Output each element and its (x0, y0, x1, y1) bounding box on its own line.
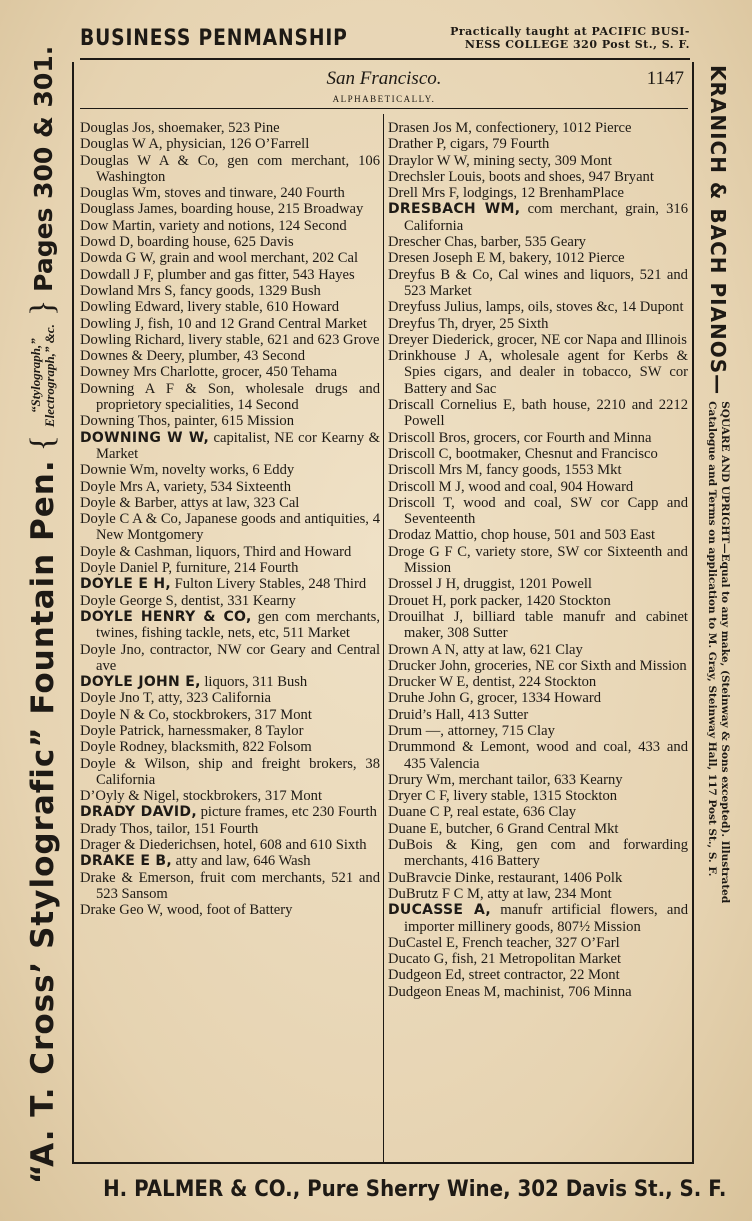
entry-name: Dresen Joseph E M, (388, 250, 506, 267)
left-ad-brace-text (29, 324, 57, 427)
page-header (80, 66, 688, 109)
entry-name: DUCASSE A, (388, 902, 492, 919)
directory-entry (388, 495, 688, 528)
entry-details: gen com and forwarding merchants, 416 Battery (404, 837, 688, 870)
entry-details: druggist, 1201 Powell (459, 576, 592, 593)
entry-details: mining secty, 309 Mont (469, 152, 612, 169)
entry-name: DuBrutz F C M, (388, 885, 484, 902)
directory-entry (388, 642, 688, 658)
entry-details: wholesale drugs and proprietory specialities, 14 Second (96, 380, 380, 414)
entry-name: DuBravcie Dinke, (388, 869, 495, 886)
directory-entry (80, 185, 380, 201)
entry-details: fish, 10 and 12 Grand Central Market (144, 315, 367, 332)
entry-name: Doyle Rodney, (80, 739, 168, 756)
entry-name: DOYLE HENRY & CO, (80, 608, 252, 625)
entry-details: contractor, NW cor Geary and Central ave (96, 641, 380, 674)
entry-details: blacksmith, 822 Folsom (167, 739, 312, 756)
left-border-rule (72, 62, 74, 1162)
column-separator (383, 114, 384, 1162)
directory-entry (80, 560, 380, 576)
entry-name: Driscoll Bros, (388, 429, 470, 446)
directory-entry (388, 739, 688, 772)
entry-details: boarding house, 625 Davis (133, 234, 294, 251)
left-ad-brace-line-2: Electrograph,” &c. (42, 324, 57, 428)
entry-name: Dreyfus Th, (388, 315, 459, 332)
entry-details: boots and shoes, 947 Bryant (485, 168, 654, 185)
entry-name: Doyle Daniel P, (80, 560, 173, 577)
entry-name: Drake & Emerson, (80, 869, 195, 886)
top-ad-line-1: Practically taught at PACIFIC BUSI- (450, 25, 690, 38)
directory-entry (80, 723, 380, 739)
directory-entry (388, 690, 688, 706)
entry-name: Douglas Jos, (80, 120, 155, 136)
directory-entry (80, 756, 380, 789)
entry-details: wood and coal, 904 Howard (464, 478, 634, 495)
directory-entry (80, 120, 380, 136)
directory-entry (388, 153, 688, 169)
entry-name: Dowdall J F, (80, 266, 154, 283)
entry-name: Driscoll C, (388, 445, 453, 462)
entry-details: atty at law, 234 Mont (483, 885, 612, 902)
entry-name: DOYLE E H, (80, 576, 171, 593)
directory-entry (388, 169, 688, 185)
directory-entry (388, 267, 688, 300)
entry-details: gen com merchant, 106 Washington (96, 152, 380, 185)
top-ad-title: BUSINESS PENMANSHIP (80, 25, 348, 51)
directory-entry (80, 788, 380, 804)
entry-details: Fulton Livery Stables, 248 Third (171, 576, 367, 593)
entry-details: novelty works, 6 Eddy (158, 462, 295, 479)
entry-name: DRESBACH WM, (388, 201, 521, 218)
entry-details: stockbrokers, 317 Mont (169, 706, 312, 723)
directory-entry (80, 316, 380, 332)
entry-details: attorney, 715 Clay (443, 722, 555, 739)
left-column (80, 120, 380, 919)
entry-name: Drossel J H, (388, 576, 460, 593)
entry-details: wood, foot of Battery (163, 902, 293, 919)
directory-entry (80, 674, 380, 690)
directory-entry (80, 642, 380, 675)
entry-name: Driscoll T, (388, 494, 455, 511)
entry-details: butcher, 6 Grand Central Mkt (442, 820, 619, 837)
entry-name: Doyle Jno T, (80, 690, 155, 707)
directory-entry (388, 658, 688, 674)
entry-details: liquors, Third and Howard (192, 543, 352, 560)
directory-entry (388, 593, 688, 609)
entry-name: Dreyfuss Julius, (388, 299, 483, 316)
right-border-rule (692, 62, 694, 1162)
entry-details: physician, 126 O’Farrell (162, 136, 310, 153)
entry-name: Douglas Wm, (80, 185, 161, 202)
right-ad-title: KRANICH & BACH PIANOS— (706, 65, 730, 396)
entry-name: Druid’s Hall, (388, 706, 465, 723)
entry-details: fancy goods, 1329 Bush (176, 282, 321, 299)
directory-entry (80, 250, 380, 266)
directory-entry (80, 870, 380, 903)
entry-details: bootmaker, Chesnut and Francisco (452, 445, 658, 462)
entry-details: capitalist, NE cor Kearny & Market (96, 429, 380, 462)
entry-details: wood and coal, 433 and 435 Valencia (404, 739, 688, 772)
directory-entry (388, 576, 688, 592)
entry-details: French teacher, 327 O’Farl (458, 934, 620, 951)
entry-details: Cal wines and liquors, 521 and 523 Market (404, 266, 688, 299)
entry-details: atty, 323 California (154, 690, 272, 707)
entry-name: Doyle Jno, (80, 641, 145, 658)
entry-details: wholesale agent for Kerbs & Spies cigars, and dealer in tobacco, SW cor Battery and Sac (404, 348, 688, 397)
entry-name: Doyle George S, (80, 592, 178, 609)
entry-name: Downes & Deery, (80, 348, 185, 365)
entry-details: atty at law, 621 Clay (458, 641, 583, 658)
entry-name: Drummond & Lemont, (388, 739, 530, 756)
top-advertisement (80, 18, 690, 60)
left-advertisement (18, 45, 68, 1185)
bottom-rule (72, 1162, 694, 1164)
entry-name: Downie Wm, (80, 462, 159, 479)
directory-entry (80, 299, 380, 315)
directory-entry (388, 674, 688, 690)
directory-entry (80, 381, 380, 414)
entry-details: livery stable, 621 and 623 Grove (184, 331, 380, 348)
page-city: San Francisco. (326, 68, 442, 89)
entry-name: Draylor W W, (388, 152, 470, 169)
directory-entry (388, 348, 688, 397)
entry-details: dentist, 224 Stockton (468, 674, 597, 691)
entry-details: billiard table manufr and cabinet maker, 308 Sutter (404, 608, 688, 642)
directory-entry (80, 804, 380, 820)
entry-name: Dreyer Diederick, (388, 331, 494, 348)
directory-entry (388, 479, 688, 495)
top-ad-subtext (362, 25, 690, 51)
left-ad-pages: Pages 300 & 301. (28, 45, 58, 292)
top-ad-line-2: NESS COLLEGE 320 Post St., S. F. (464, 38, 690, 51)
entry-details: fish, 21 Metropolitan Market (447, 951, 622, 968)
entry-details: cigars, 79 Fourth (446, 136, 550, 153)
entry-details: confectionery, 1012 Pierce (471, 120, 632, 136)
directory-entry (388, 707, 688, 723)
entry-name: Dowling J, (80, 315, 145, 332)
directory-entry (388, 544, 688, 577)
entry-name: Doyle & Cashman, (80, 543, 193, 560)
directory-entry (388, 935, 688, 951)
entry-name: Drucker W E, (388, 674, 469, 691)
directory-entry (388, 984, 688, 1000)
entry-details: ship and freight brokers, 38 California (96, 755, 380, 788)
left-ad-title: “A. T. Cross’ Stylografic” Fountain Pen. (25, 459, 61, 1185)
directory-entry (388, 201, 688, 234)
directory-entry (80, 234, 380, 250)
directory-entry (388, 837, 688, 870)
directory-entry (388, 723, 688, 739)
entry-details: fancy goods, 1553 Mkt (482, 462, 622, 479)
entry-details: furniture, 214 Fourth (172, 560, 299, 577)
directory-entry (388, 185, 688, 201)
entry-name: Dreyfus B & Co, (388, 266, 493, 283)
entry-details: variety, 534 Sixteenth (159, 478, 292, 495)
directory-entry (388, 234, 688, 250)
directory-entry (388, 951, 688, 967)
entry-details: street contractor, 22 Mont (465, 967, 620, 984)
entry-details: wood and coal, SW cor Capp and Seventeenth (404, 494, 688, 528)
entry-details: grocer, 450 Tehama (218, 364, 338, 381)
entry-details: com merchant, grain, 316 California (404, 201, 689, 234)
right-advertisement (697, 60, 739, 1170)
entry-details: stockbrokers, 317 Mont (179, 788, 322, 805)
entry-details: machinist, 706 Minna (500, 983, 632, 1000)
directory-entry (388, 902, 688, 935)
bottom-advertisement: H. PALMER & CO., Pure Sherry Wine, 302 Davis St., S. F. (103, 1177, 727, 1202)
directory-entry (80, 153, 380, 186)
entry-name: Drouet H, (388, 592, 447, 609)
entry-name: Drasen Jos M, (388, 120, 472, 136)
entry-name: Drady Thos, (80, 820, 153, 837)
directory-entry (80, 821, 380, 837)
directory-entry (388, 316, 688, 332)
entry-name: Druhe John G, (388, 690, 474, 707)
entry-name: Drager & Diederichsen, (80, 837, 220, 854)
entry-details: grocers, cor Fourth and Minna (469, 429, 652, 446)
entry-details: grocer, 1334 Howard (473, 690, 602, 707)
directory-entry (80, 690, 380, 706)
right-ad-detail (705, 401, 731, 903)
entry-details: tailor, 151 Fourth (152, 820, 259, 837)
entry-details: picture frames, etc 230 Fourth (196, 804, 377, 821)
directory-entry (80, 593, 380, 609)
directory-entry (388, 462, 688, 478)
entry-name: Drather P, (388, 136, 447, 153)
entry-details: Japanese goods and antiquities, 4 New Montgomery (96, 511, 380, 544)
directory-entry (80, 853, 380, 869)
entry-name: Drake Geo W, (80, 902, 164, 919)
entry-details: manufr artificial flowers, and importer millinery goods, 807½ Mission (404, 902, 688, 935)
entry-name: Dryer C F, (388, 788, 450, 805)
entry-name: Drechsler Louis, (388, 168, 486, 185)
entry-name: Droge G F C, (388, 543, 471, 560)
entry-name: Downey Mrs Charlotte, (80, 364, 219, 381)
entry-name: Drodaz Mattio, (388, 527, 478, 544)
entry-name: Ducato G, (388, 951, 448, 968)
directory-entry (80, 462, 380, 478)
left-ad-brace-line-1: “Stylograph,” (28, 338, 43, 413)
entry-name: Dudgeon Ed, (388, 967, 466, 984)
entry-details: hotel, 608 and 610 Sixth (219, 837, 367, 854)
entry-details: merchant tailor, 633 Kearny (455, 771, 623, 788)
entry-details: dryer, 25 Sixth (458, 315, 549, 332)
entry-details: chop house, 501 and 503 East (477, 527, 656, 544)
entry-name: Doyle C A & Co, (80, 511, 182, 528)
directory-entry (80, 332, 380, 348)
entry-name: Duane E, (388, 820, 443, 837)
entry-name: D’Oyly & Nigel, (80, 788, 180, 805)
entry-name: Doyle Patrick, (80, 722, 165, 739)
page-subtitle: ALPHABETICALLY. (332, 94, 436, 104)
entry-details: groceries, NE cor Sixth and Mission (470, 657, 687, 674)
entry-name: Driscoll Mrs M, (388, 462, 483, 479)
entry-details: painter, 615 Mission (170, 413, 295, 430)
entry-name: Douglas W A, (80, 136, 163, 153)
directory-entry (80, 348, 380, 364)
entry-details: pork packer, 1420 Stockton (446, 592, 611, 609)
entry-details: grain and wool merchant, 202 Cal (155, 250, 359, 267)
entry-details: attys at law, 323 Cal (177, 494, 300, 511)
left-ad-brace-open: { (24, 435, 61, 452)
entry-name: Dowling Edward, (80, 299, 184, 316)
entry-name: Drury Wm, (388, 771, 456, 788)
entry-name: DRADY DAVID, (80, 804, 197, 821)
entry-name: DOYLE JOHN E, (80, 674, 201, 691)
entry-name: Drell Mrs F, (388, 185, 460, 202)
entry-details: livery stable, 1315 Stockton (449, 788, 618, 805)
directory-entry (80, 364, 380, 380)
entry-name: Dow Martin, (80, 217, 156, 234)
directory-entry (80, 479, 380, 495)
directory-entry (388, 870, 688, 886)
directory-entry (388, 299, 688, 315)
entry-name: Drown A N, (388, 641, 459, 658)
directory-entry (80, 707, 380, 723)
directory-entry (388, 527, 688, 543)
directory-entry (80, 495, 380, 511)
right-ad-detail-line-1: SQUARE AND UPRIGHT—Equal to any make, (Steinway & Sons excepted). Illustrated (719, 401, 731, 904)
directory-entry (80, 413, 380, 429)
entry-name: Dowling Richard, (80, 331, 185, 348)
directory-entry (388, 609, 688, 642)
directory-entry (80, 739, 380, 755)
entry-name: Dowd D, (80, 234, 134, 251)
directory-entry (80, 511, 380, 544)
entry-name: DuBois & King, (388, 837, 504, 854)
entry-name: Drinkhouse J A, (388, 348, 493, 365)
entry-name: Downing A F & Son, (80, 380, 235, 397)
right-ad-detail-line-2: Catalogue and Terms on application to M. Gray, Steinway Hall, 117 Post St., S. F. (706, 401, 718, 877)
entry-name: DOWNING W W, (80, 429, 210, 446)
entry-name: Drucker John, (388, 657, 471, 674)
directory-entry (388, 250, 688, 266)
page-number: 1147 (646, 68, 684, 89)
entry-name: Duane C P, (388, 804, 454, 821)
entry-name: Dowda G W, (80, 250, 156, 267)
entry-details: fruit com merchants, 521 and 523 Sansom (96, 869, 380, 902)
entry-name: Drouilhat J, (388, 608, 464, 625)
entry-name: Douglas W A & Co, (80, 152, 219, 169)
directory-entry (388, 397, 688, 430)
entry-details: bath house, 2210 and 2212 Powell (404, 397, 688, 430)
directory-entry (388, 804, 688, 820)
entry-name: Doyle & Wilson, (80, 755, 190, 772)
entry-name: Doyle N & Co, (80, 706, 170, 723)
directory-entry (80, 201, 380, 217)
entry-details: variety store, SW cor Sixteenth and Mission (404, 543, 688, 577)
entry-details: bakery, 1012 Pierce (505, 250, 625, 267)
entry-name: Driscall Cornelius E, (388, 397, 516, 414)
directory-entry (388, 772, 688, 788)
entry-name: Driscoll M J, (388, 478, 465, 495)
entry-details: grocer, NE cor Napa and Illinois (493, 331, 687, 348)
directory-entry (80, 576, 380, 592)
entry-name: Douglass James, (80, 201, 178, 218)
entry-details: restaurant, 1406 Polk (494, 869, 623, 886)
left-ad-brace-close: } (24, 299, 61, 317)
entry-name: Downing Thos, (80, 413, 171, 430)
directory-entry (80, 902, 380, 918)
directory-entry (388, 821, 688, 837)
directory-entry (388, 430, 688, 446)
entry-name: Dowland Mrs S, (80, 282, 177, 299)
directory-entry (80, 837, 380, 853)
entry-details: livery stable, 610 Howard (183, 299, 339, 316)
entry-details: real estate, 636 Clay (453, 804, 577, 821)
directory-entry (80, 544, 380, 560)
entry-details: atty and law, 646 Wash (171, 853, 311, 870)
entry-details: shoemaker, 523 Pine (154, 120, 280, 136)
entry-details: boarding house, 215 Broadway (177, 201, 364, 218)
entry-details: lodgings, 12 BrenhamPlace (459, 185, 624, 202)
entry-details: plumber and gas fitter, 543 Hayes (153, 266, 355, 283)
entry-details: 413 Sutter (464, 706, 529, 723)
entry-name: Doyle Mrs A, (80, 478, 160, 495)
directory-entry (388, 120, 688, 136)
directory-entry (80, 283, 380, 299)
directory-entry (80, 609, 380, 642)
right-column (388, 120, 688, 1000)
entry-name: Drum —, (388, 722, 444, 739)
entry-details: stoves and tinware, 240 Fourth (160, 185, 345, 202)
entry-details: plumber, 43 Second (184, 348, 306, 365)
directory-entry (80, 136, 380, 152)
entry-details: lamps, oils, stoves &c, 14 Dupont (482, 299, 684, 316)
entry-name: DuCastel E, (388, 934, 459, 951)
directory-entry (80, 430, 380, 463)
directory-entry (388, 446, 688, 462)
entry-name: Doyle & Barber, (80, 494, 178, 511)
directory-entry (388, 788, 688, 804)
entry-details: harnessmaker, 8 Taylor (164, 722, 304, 739)
directory-entry (80, 218, 380, 234)
entry-name: Drescher Chas, (388, 234, 478, 251)
entry-details: gen com merchants, twines, fishing tackle, nets, etc, 511 Market (96, 608, 380, 642)
entry-name: DRAKE E B, (80, 853, 172, 870)
directory-entry (388, 967, 688, 983)
entry-details: dentist, 331 Kearny (177, 592, 296, 609)
directory-entry (388, 886, 688, 902)
entry-name: Dudgeon Eneas M, (388, 983, 501, 1000)
directory-entry (388, 332, 688, 348)
entry-details: variety and notions, 124 Second (155, 217, 347, 234)
directory-entry (80, 267, 380, 283)
directory-entry (388, 136, 688, 152)
entry-details: barber, 535 Geary (477, 234, 586, 251)
entry-details: liquors, 311 Bush (200, 674, 308, 691)
